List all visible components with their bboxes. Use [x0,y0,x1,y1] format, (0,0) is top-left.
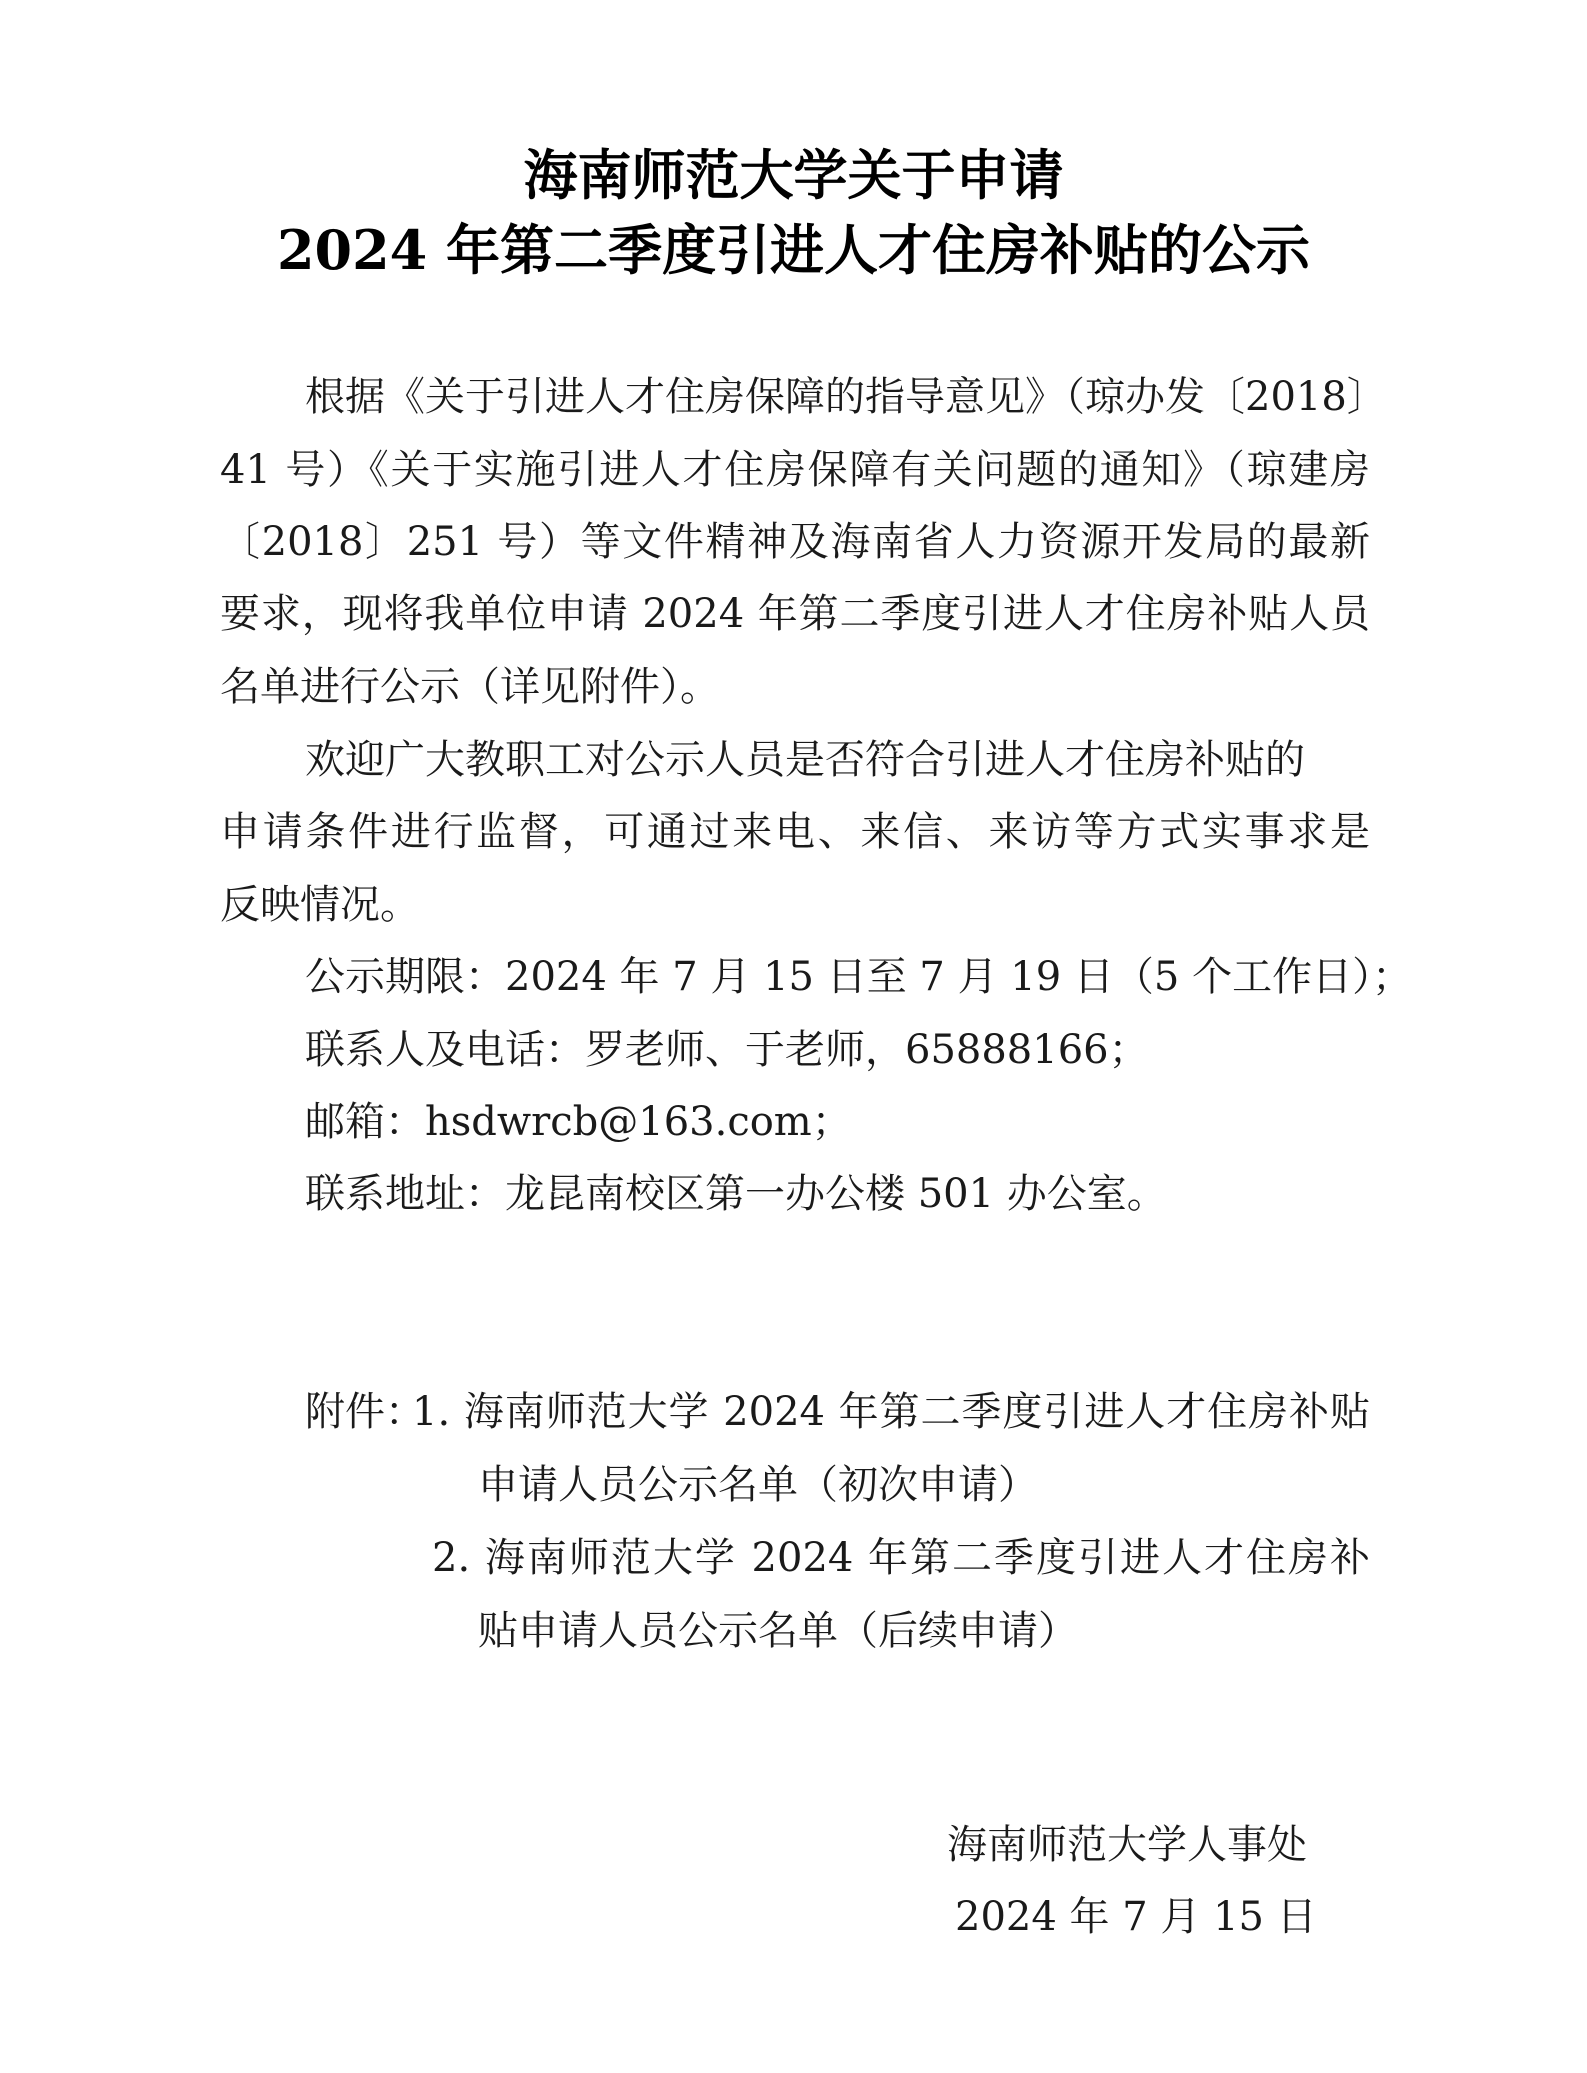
attachment-label: 附件： [305,1389,425,1435]
contact-email: 邮箱：hsdwrcb@163.com； [305,1099,852,1145]
signature-date: 2024 年 7 月 15 日 [955,1894,1317,1940]
attachment-2-line-2: 贴申请人员公示名单（后续申请） [478,1608,1078,1654]
paragraph-1-line-4: 要求，现将我单位申请 2024 年第二季度引进人才住房补贴人员 [220,591,1370,637]
paragraph-2-line-3: 反映情况。 [220,882,420,928]
attachment-1-line-2: 申请人员公示名单（初次申请） [478,1462,1038,1508]
document-title-line-2: 2024 年第二季度引进人才住房补贴的公示 [276,218,1311,282]
paragraph-2-line-1: 欢迎广大教职工对公示人员是否符合引进人才住房补贴的 [305,737,1305,783]
paragraph-1-line-1: 根据《关于引进人才住房保障的指导意见》（琼办发〔2018〕 [305,374,1387,420]
attachment-2-line-1: 2. 海南师范大学 2024 年第二季度引进人才住房补 [432,1535,1370,1581]
contact-address: 联系地址：龙昆南校区第一办公楼 501 办公室。 [305,1171,1167,1217]
publicity-period: 公示期限：2024 年 7 月 15 日至 7 月 19 日（5 个工作日）； [305,954,1413,1000]
attachment-1-line-1: 1. 海南师范大学 2024 年第二季度引进人才住房补贴 [412,1389,1370,1435]
signature-organization: 海南师范大学人事处 [947,1822,1307,1868]
paragraph-1-line-5: 名单进行公示（详见附件）。 [220,664,720,710]
paragraph-1-line-3: 〔2018〕251 号）等文件精神及海南省人力资源开发局的最新 [220,519,1370,565]
contact-person-phone: 联系人及电话：罗老师、于老师，65888166； [305,1027,1149,1073]
paragraph-2-line-2: 申请条件进行监督，可通过来电、来信、来访等方式实事求是 [220,809,1370,855]
document-title-line-1: 海南师范大学关于申请 [523,143,1064,207]
paragraph-1-line-2: 41 号）《关于实施引进人才住房保障有关问题的通知》（琼建房 [220,447,1370,493]
